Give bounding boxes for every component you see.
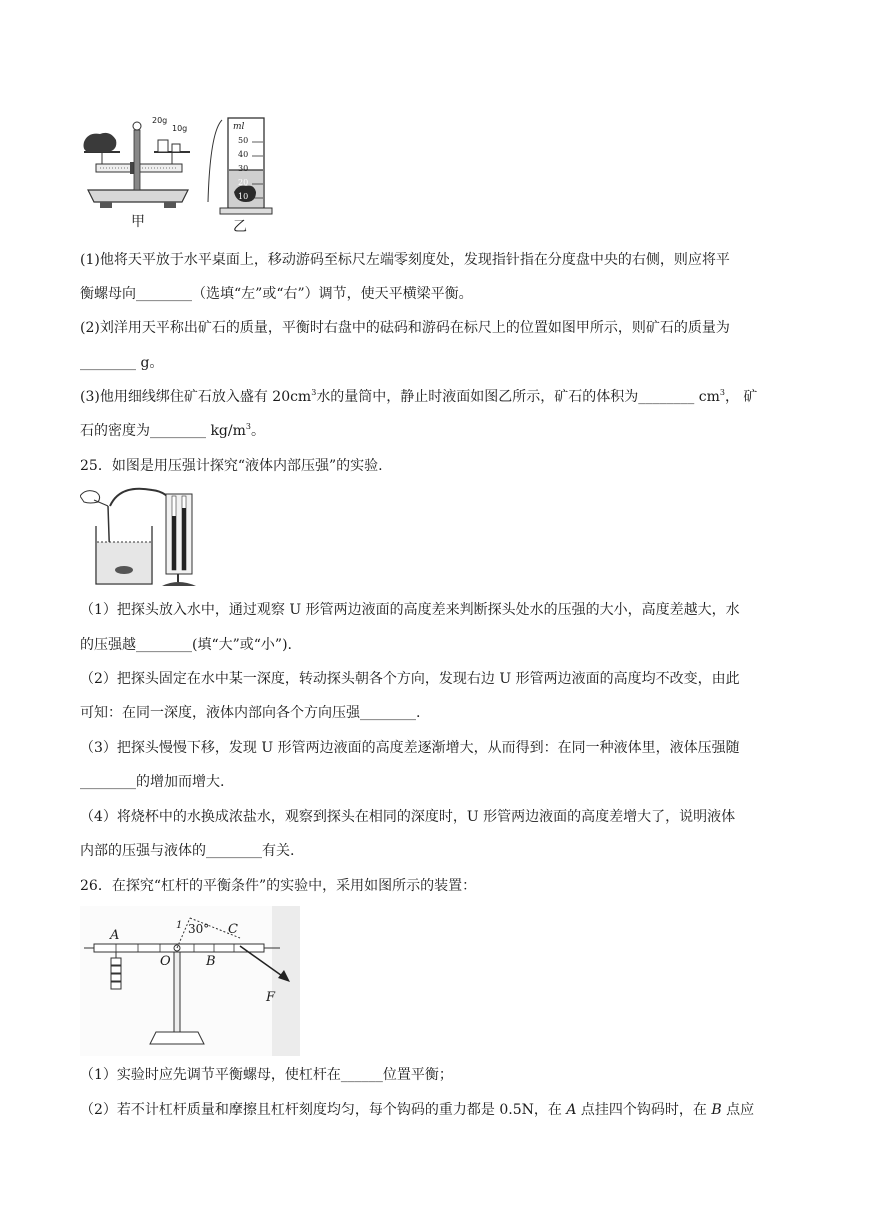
lever-label-angle: 30° [188,922,210,936]
pressure-gauge-illustration [80,486,210,591]
q25-part4-line2: 内部的压强与液体的________有关. [80,843,295,859]
q25-part4-line1: （4）将烧杯中的水换成浓盐水，观察到探头在相同的深度时，U 形管两边液面的高度差增大了，说明液体 [80,809,736,825]
lever-label-F: F [266,990,276,1005]
q26-part2 [80,1101,754,1119]
q25-part1-line1: （1）把探头放入水中，通过观察 U 形管两边液面的高度差来判断探头处水的压强的大小，高度差越大，水 [80,602,740,618]
q24-part2-line2: ________ g。 [80,355,164,371]
lever-label-pivot: 1 [176,920,183,931]
q25-part2-line2: 可知：在同一深度，液体内部向各个方向压强________. [80,705,421,721]
q26-title: 26．在探究“杠杆的平衡条件”的实验中，采用如图所示的装置： [80,878,477,894]
tick-30: 30 [238,164,249,173]
pressure-gauge-figure [80,486,210,591]
q26-part1: （1）实验时应先调节平衡螺母，使杠杆在______位置平衡； [80,1067,453,1083]
q24-part1-line2: 衡螺母向________（选填“左”或“右”）调节，使天平横梁平衡。 [80,286,473,302]
cylinder-figure [200,112,280,222]
q24-part3-sup1: 3 [311,388,317,397]
q26-point-B: B [711,1102,722,1118]
q26-part2-text-b: 点挂四个钩码时，在 [576,1102,712,1118]
q25-part2-line1: （2）把探头固定在水中某一深度，转动探头朝各个方向，发现右边 U 形管两边液面的高度均不改变，由此 [80,671,740,687]
lever-figure [80,906,300,1056]
q24-part3-line2-text-b: 。 [250,423,265,439]
q24-part3-line2 [80,422,265,440]
q25-part3-line1: （3）把探头慢慢下移，发现 U 形管两边液面的高度差逐渐增大，从而得到：在同一种液体里，液体压强随 [80,740,740,756]
q25-part1-line2: 的压强越________(填“大”或“小”). [80,637,293,653]
lever-label-C: C [228,922,238,937]
q24-part3-line2-text-a: 石的密度为________ kg/m [80,423,246,439]
balance-caption: 甲 [131,214,145,230]
q24-part3-sup2: 3 [719,388,725,397]
tick-10: 10 [238,192,249,201]
cylinder-caption: 乙 [233,219,247,235]
lever-label-O: O [160,954,171,969]
q24-part3-text-c: ， 矿 [724,389,758,405]
tick-20: 20 [238,178,249,187]
lever-label-B: B [206,954,216,969]
q25-title: 25．如图是用压强计探究“液体内部压强”的实验. [80,458,383,474]
q24-part3-text-b: 水的量筒中，静止时液面如图乙所示，矿石的体积为________ cm [316,389,720,405]
q24-part3-line2-sup: 3 [245,422,251,431]
q25-part3-line2: ________的增加而增大. [80,774,225,790]
q26-point-A: A [566,1102,577,1118]
cylinder-unit: ml [233,122,245,132]
q24-part2-line1: (2)刘洋用天平称出矿石的质量，平衡时右盘中的砝码和游码在标尺上的位置如图甲所示，则矿石的质量为 [80,320,730,336]
q24-part1-line1: (1)他将天平放于水平桌面上，移动游码至标尺左端零刻度处，发现指针指在分度盘中央的右侧，则应将平 [80,252,730,268]
lever-label-A: A [110,928,120,943]
q26-part2-text-c: 点应 [721,1102,755,1118]
balance-figure [78,112,198,222]
q24-part3-text-a: (3)他用细线绑住矿石放入盛有 20cm [80,389,312,405]
weight-label-20g: 20g [152,116,168,125]
tick-40: 40 [238,150,249,159]
q24-part3-line1 [80,388,757,406]
q26-part2-text-a: （2）若不计杠杆质量和摩擦且杠杆刻度均匀，每个钩码的重力都是 0.5N，在 [80,1102,567,1118]
tick-50: 50 [238,136,249,145]
weight-label-10g: 10g [172,124,188,133]
